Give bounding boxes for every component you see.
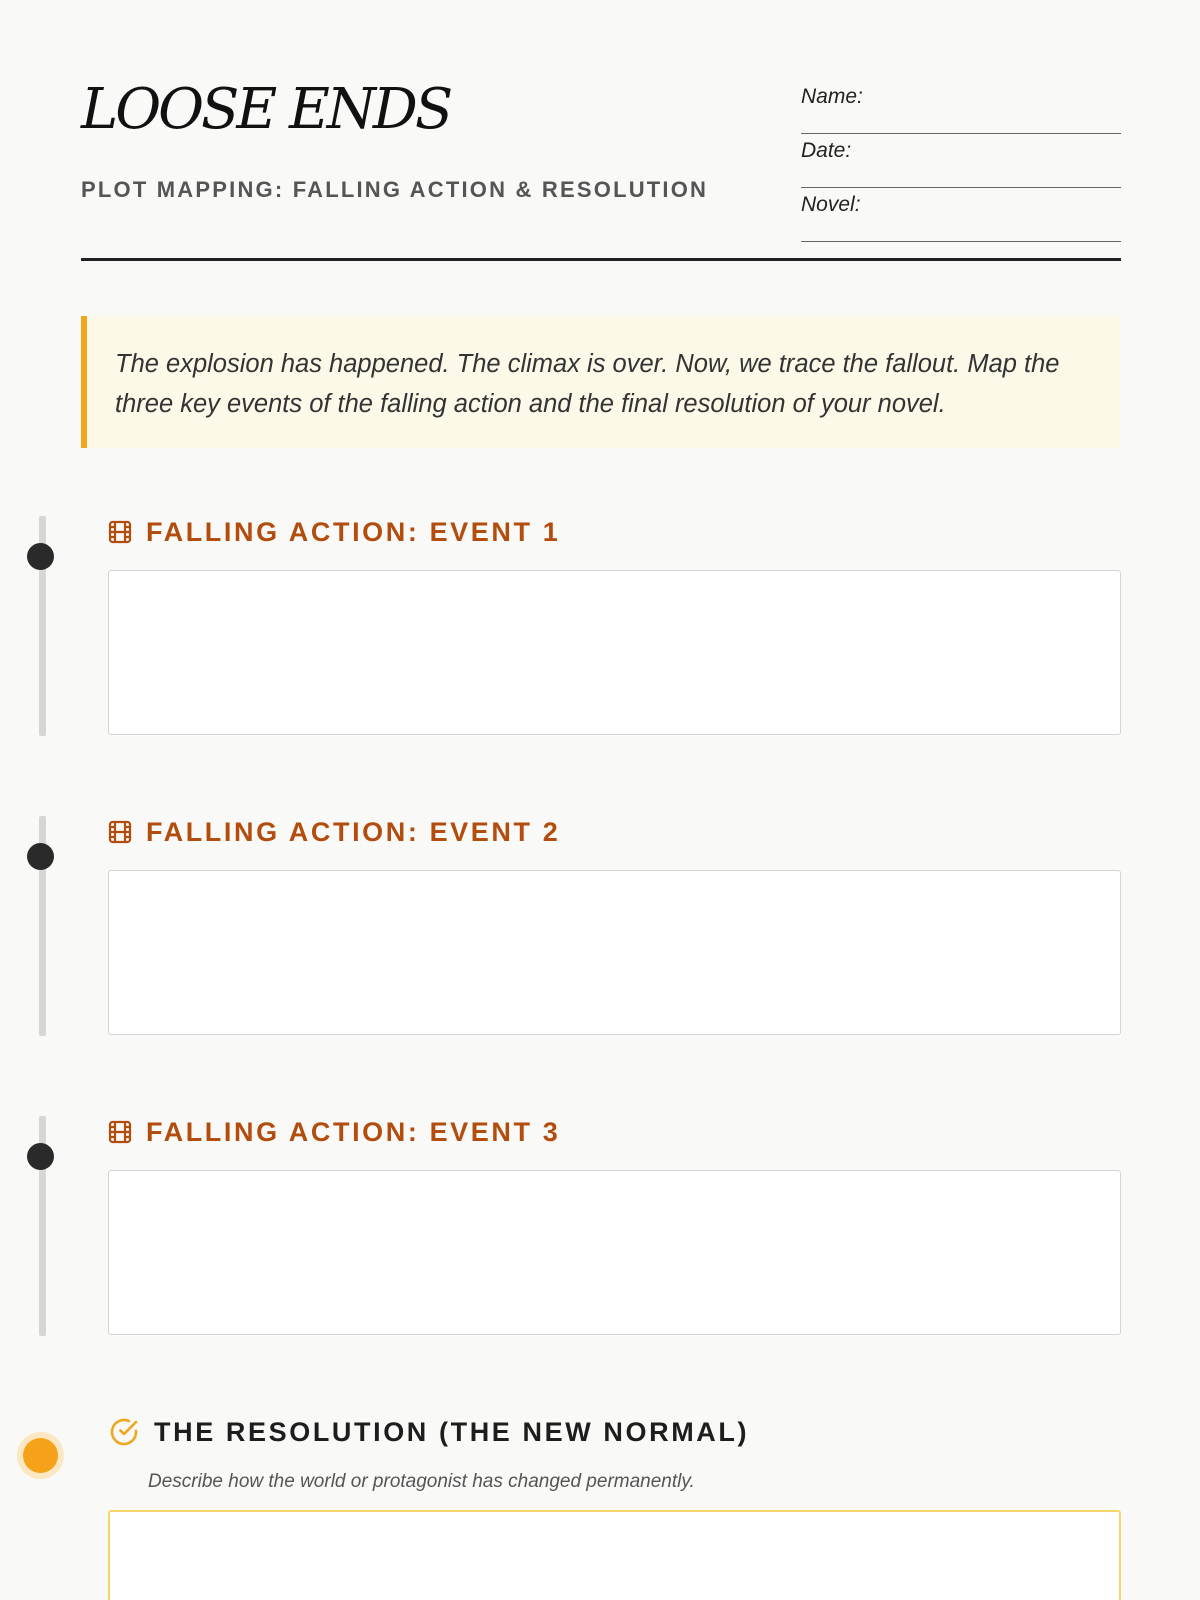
intro-text: The explosion has happened. The climax is over. Now, we trace the fallout. Map the three key events of the falling action and the final resolution of your novel. (115, 350, 1060, 418)
film-icon (108, 520, 132, 544)
date-field-label: Date: (801, 139, 852, 162)
name-field[interactable] (801, 80, 1121, 134)
timeline-dot (27, 843, 54, 870)
section-header (108, 516, 560, 548)
event-1-answer-box[interactable] (108, 570, 1121, 735)
event-2-answer-box[interactable] (108, 870, 1121, 1035)
worksheet-title: LOOSE ENDS (81, 77, 451, 142)
student-info-fields (801, 80, 1121, 242)
novel-field-label: Novel: (801, 193, 861, 216)
name-field-label: Name: (801, 85, 863, 108)
resolution-answer-box[interactable] (108, 1510, 1121, 1600)
resolution-title: THE RESOLUTION (THE NEW NORMAL) (154, 1416, 750, 1447)
section-title: FALLING ACTION: EVENT 2 (146, 816, 561, 847)
timeline-dot (27, 1143, 54, 1170)
resolution-hint: Describe how the world or protagonist has changed permanently. (148, 1471, 695, 1492)
intro-callout (81, 316, 1121, 448)
section-title: FALLING ACTION: EVENT 1 (146, 516, 561, 547)
timeline-dot (27, 543, 54, 570)
header-divider (81, 258, 1121, 261)
film-icon (108, 820, 132, 844)
section-header (108, 816, 560, 848)
section-header (108, 1416, 749, 1448)
film-icon (108, 1120, 132, 1144)
worksheet-subtitle: PLOT MAPPING: FALLING ACTION & RESOLUTION (81, 177, 709, 202)
event-3-answer-box[interactable] (108, 1170, 1121, 1335)
date-field[interactable] (801, 134, 1121, 188)
resolution-timeline-dot (23, 1438, 58, 1473)
check-circle-icon (108, 1416, 140, 1448)
section-header (108, 1116, 560, 1148)
novel-field[interactable] (801, 188, 1121, 242)
section-title: FALLING ACTION: EVENT 3 (146, 1116, 561, 1147)
